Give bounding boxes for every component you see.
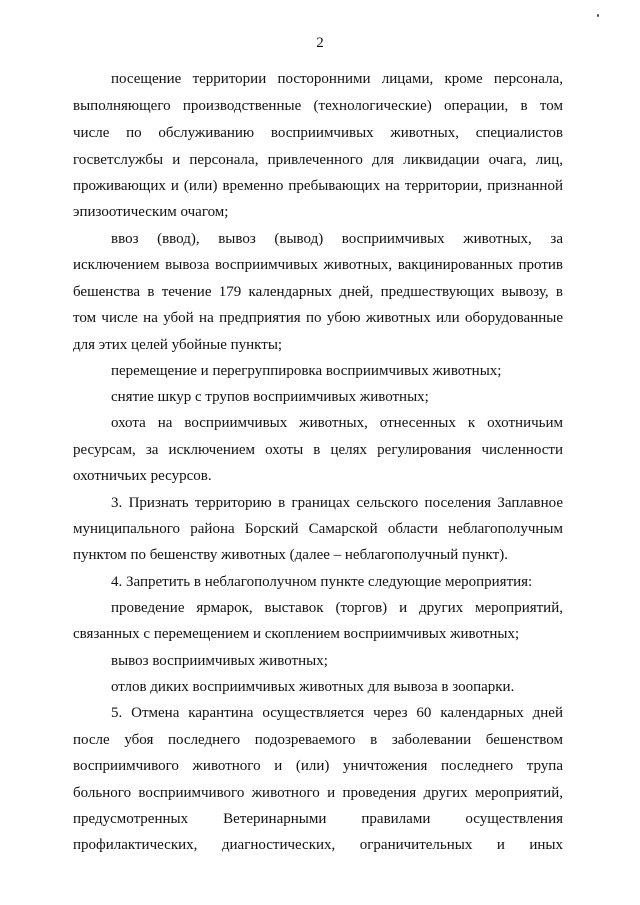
text-line: ресурсам, за исключением охоты в целях регулирования численности [73, 442, 563, 458]
text-line: проживающих и (или) временно пребывающих на территории, признанной [73, 178, 563, 194]
text-line: бешенства в течение 179 календарных дней, предшествующих вывозу, в [73, 284, 563, 300]
text-line: больного восприимчивого животного и проведения других мероприятий, [73, 785, 563, 801]
text-line: числе по обслуживанию восприимчивых животных, специалистов [73, 125, 563, 141]
text-line: 5. Отмена карантина осуществляется через 60 календарных дней [111, 705, 563, 721]
text-line: связанных с перемещением и скоплением восприимчивых животных; [73, 626, 520, 642]
text-line: 4. Запретить в неблагополучном пункте следующие мероприятия: [111, 574, 533, 590]
text-line: пунктом по бешенству животных (далее – неблагополучный пункт). [73, 547, 508, 563]
text-line: охотничьих ресурсов. [73, 468, 212, 484]
text-line: вывоз восприимчивых животных; [111, 653, 328, 669]
text-line: снятие шкур с трупов восприимчивых животных; [111, 389, 429, 405]
text-line: ввоз (ввод), вывоз (вывод) восприимчивых животных, за [111, 231, 563, 247]
text-line: профилактических, диагностических, ограничительных и иных [73, 837, 563, 853]
text-line: муниципального района Борский Самарской области неблагополучным [73, 521, 563, 537]
text-line: том числе на убой на предприятия по убою животных или оборудованные [73, 310, 563, 326]
text-line: госветслужбы и персонала, привлеченного для ликвидации очага, лиц, [73, 152, 563, 168]
text-line: для этих целей убойные пункты; [73, 337, 283, 353]
text-line: восприимчивого животного и (или) уничтожения последнего трупа [73, 758, 563, 774]
text-line: посещение территории посторонними лицами, кроме персонала, [111, 71, 563, 87]
text-line: охота на восприимчивых животных, отнесенных к охотничьим [111, 415, 563, 431]
text-line: выполняющего производственные (технологические) операции, в том [73, 98, 563, 114]
text-line: проведение ярмарок, выставок (торгов) и других мероприятий, [111, 600, 563, 616]
text-line: перемещение и перегруппировка восприимчивых животных; [111, 363, 502, 379]
text-line: отлов диких восприимчивых животных для вывоза в зоопарки. [111, 679, 515, 695]
text-line: после убоя последнего подозреваемого в заболевании бешенством [73, 732, 563, 748]
text-line: предусмотренных Ветеринарными правилами осуществления [73, 811, 563, 827]
text-line: исключением вывоза восприимчивых животных, вакцинированных против [73, 257, 563, 273]
scan-speck [597, 14, 599, 17]
text-line: 3. Признать территорию в границах сельского поселения Заплавное [111, 495, 563, 511]
page-number: 2 [316, 35, 324, 51]
text-line: эпизоотическим очагом; [73, 204, 229, 220]
